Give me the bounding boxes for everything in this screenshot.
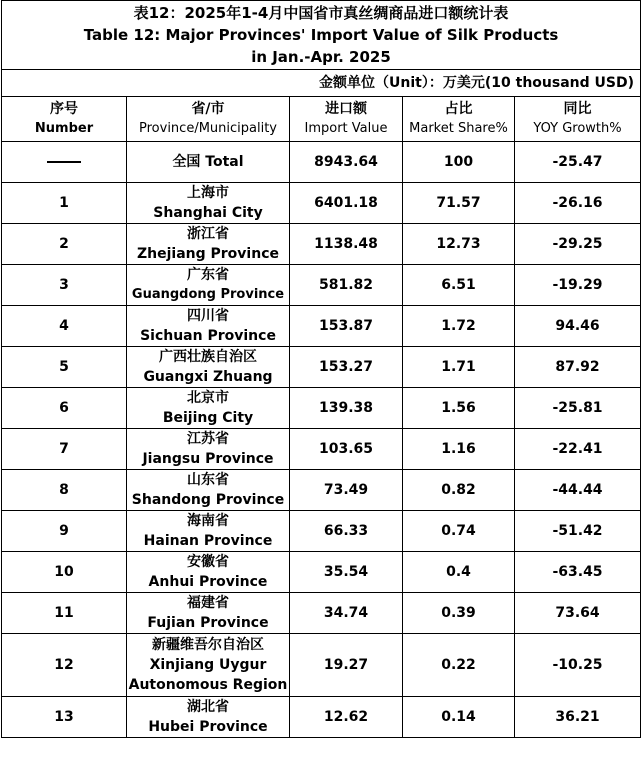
row-number: 7	[2, 429, 127, 470]
row-share: 1.71	[403, 347, 515, 388]
province-en: Hainan Province	[143, 533, 273, 549]
row-yoy: -19.29	[515, 265, 641, 306]
header-share-zh: 占比	[444, 101, 473, 117]
row-value: 34.74	[290, 593, 403, 634]
row-number: 6	[2, 388, 127, 429]
row-province	[127, 697, 290, 738]
province-en: Xinjiang Uygur	[149, 657, 267, 673]
province-zh: 北京市	[187, 390, 229, 406]
table-row	[2, 429, 641, 470]
row-share: 0.22	[403, 634, 515, 697]
table-row	[2, 347, 641, 388]
row-value: 12.62	[290, 697, 403, 738]
row-value: 19.27	[290, 634, 403, 697]
header-number	[2, 97, 127, 142]
province-zh: 浙江省	[187, 226, 229, 242]
row-province	[127, 511, 290, 552]
row-value: 103.65	[290, 429, 403, 470]
header-yoy-en: YOY Growth%	[533, 121, 622, 136]
header-province	[127, 97, 290, 142]
row-share: 12.73	[403, 224, 515, 265]
province-en: Shandong Province	[131, 492, 285, 508]
row-yoy: -63.45	[515, 552, 641, 593]
header-value	[290, 97, 403, 142]
row-yoy: -25.81	[515, 388, 641, 429]
province-zh: 湖北省	[187, 699, 229, 715]
silk-import-table	[1, 0, 641, 738]
province-en: Zhejiang Province	[137, 246, 279, 262]
province-zh: 四川省	[187, 308, 229, 324]
row-yoy: -51.42	[515, 511, 641, 552]
row-yoy: 94.46	[515, 306, 641, 347]
row-province	[127, 265, 290, 306]
province-zh: 山东省	[187, 472, 229, 488]
title-en-line1: Table 12: Major Provinces' Import Value of Silk Products	[83, 26, 559, 44]
row-number: 1	[2, 183, 127, 224]
row-yoy: -10.25	[515, 634, 641, 697]
province-en: Guangxi Zhuang	[143, 369, 273, 385]
province-en: Jiangsu Province	[142, 451, 274, 467]
province-en: Shanghai City	[153, 205, 263, 221]
province-zh: 福建省	[187, 595, 229, 611]
table-row	[2, 634, 641, 697]
row-value: 153.87	[290, 306, 403, 347]
total-share: 100	[403, 142, 515, 183]
row-province	[127, 470, 290, 511]
row-share: 0.82	[403, 470, 515, 511]
row-number: 5	[2, 347, 127, 388]
table-row	[2, 470, 641, 511]
table-title	[2, 1, 641, 70]
header-yoy-zh: 同比	[563, 101, 592, 117]
header-province-en: Province/Municipality	[139, 121, 277, 136]
row-share: 0.39	[403, 593, 515, 634]
province-en: Beijing City	[162, 410, 254, 426]
total-yoy: -25.47	[515, 142, 641, 183]
table-row	[2, 306, 641, 347]
header-share-en: Market Share%	[409, 121, 508, 136]
row-province	[127, 593, 290, 634]
table-row	[2, 593, 641, 634]
header-value-en: Import Value	[304, 121, 388, 136]
row-yoy: -29.25	[515, 224, 641, 265]
province-zh: 海南省	[187, 513, 229, 529]
table-row	[2, 388, 641, 429]
row-share: 1.56	[403, 388, 515, 429]
row-province	[127, 388, 290, 429]
row-province	[127, 306, 290, 347]
header-number-zh: 序号	[50, 101, 78, 117]
header-share	[403, 97, 515, 142]
header-province-zh: 省/市	[191, 101, 225, 117]
province-en-line2: Autonomous Region	[128, 677, 288, 693]
row-value: 66.33	[290, 511, 403, 552]
row-province	[127, 347, 290, 388]
row-province	[127, 429, 290, 470]
row-number: 2	[2, 224, 127, 265]
row-number: 13	[2, 697, 127, 738]
total-dash	[2, 142, 127, 183]
province-zh: 新疆维吾尔自治区	[152, 637, 264, 653]
province-en: Hubei Province	[148, 719, 268, 735]
row-number: 3	[2, 265, 127, 306]
row-share: 0.74	[403, 511, 515, 552]
total-value: 8943.64	[290, 142, 403, 183]
row-province	[127, 183, 290, 224]
total-row	[2, 142, 641, 183]
province-en: Anhui Province	[148, 574, 268, 590]
header-value-zh: 进口额	[325, 101, 367, 117]
province-en: Sichuan Province	[140, 328, 276, 344]
row-number: 9	[2, 511, 127, 552]
row-number: 12	[2, 634, 127, 697]
title-zh: 表12：2025年1-4月中国省市真丝绸商品进口额统计表	[133, 4, 509, 22]
row-yoy: -26.16	[515, 183, 641, 224]
province-en: Guangdong Province	[131, 287, 285, 302]
row-share: 1.72	[403, 306, 515, 347]
row-value: 35.54	[290, 552, 403, 593]
row-province	[127, 634, 290, 697]
row-value: 6401.18	[290, 183, 403, 224]
row-value: 581.82	[290, 265, 403, 306]
row-number: 8	[2, 470, 127, 511]
row-share: 6.51	[403, 265, 515, 306]
row-share: 71.57	[403, 183, 515, 224]
province-zh: 上海市	[187, 185, 229, 201]
row-value: 153.27	[290, 347, 403, 388]
row-value: 1138.48	[290, 224, 403, 265]
table-row	[2, 552, 641, 593]
row-province	[127, 224, 290, 265]
province-en: Fujian Province	[147, 615, 269, 631]
province-zh: 安徽省	[187, 554, 229, 570]
unit-label: 金额单位（Unit）：万美元(10 thousand USD)	[2, 70, 641, 97]
row-yoy: 73.64	[515, 593, 641, 634]
table-row	[2, 183, 641, 224]
province-zh: 广西壮族自治区	[159, 349, 257, 365]
row-province	[127, 552, 290, 593]
header-number-en: Number	[34, 121, 94, 136]
row-yoy: 87.92	[515, 347, 641, 388]
row-value: 73.49	[290, 470, 403, 511]
row-number: 10	[2, 552, 127, 593]
province-zh: 广东省	[187, 267, 229, 283]
dash-mark	[47, 161, 81, 163]
total-name: 全国 Total	[127, 142, 290, 183]
row-share: 0.14	[403, 697, 515, 738]
title-en-line2: in Jan.-Apr. 2025	[251, 48, 391, 66]
table-row	[2, 697, 641, 738]
table-row	[2, 224, 641, 265]
header-row	[2, 97, 641, 142]
row-yoy: 36.21	[515, 697, 641, 738]
row-yoy: -22.41	[515, 429, 641, 470]
province-zh: 江苏省	[187, 431, 229, 447]
row-value: 139.38	[290, 388, 403, 429]
row-yoy: -44.44	[515, 470, 641, 511]
row-share: 1.16	[403, 429, 515, 470]
row-number: 11	[2, 593, 127, 634]
header-yoy	[515, 97, 641, 142]
row-number: 4	[2, 306, 127, 347]
table-row	[2, 265, 641, 306]
table-row	[2, 511, 641, 552]
row-share: 0.4	[403, 552, 515, 593]
